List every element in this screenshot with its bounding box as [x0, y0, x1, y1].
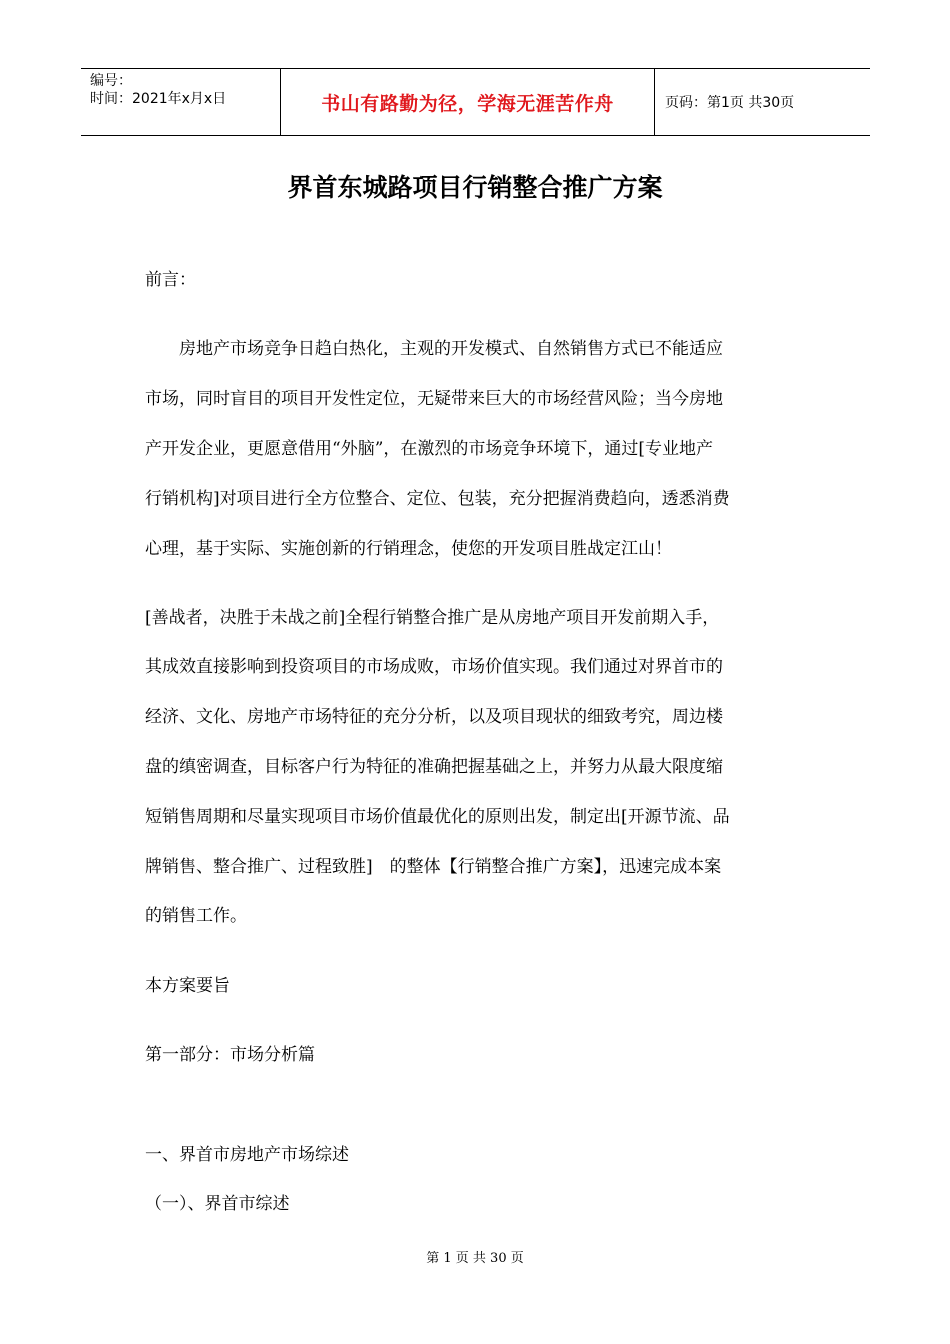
header-code-label: 编号：: [90, 73, 132, 89]
page-header-table: [81, 68, 870, 136]
paragraph-2-line-3: 经济、文化、房地产市场特征的充分分析，以及项目现状的细致考究，周边楼: [145, 707, 723, 727]
paragraph-2-line-2: 其成效直接影响到投资项目的市场成败，市场价值实现。我们通过对界首市的: [145, 657, 723, 677]
header-motto: 书山有路勤为径，学海无涯苦作舟: [321, 92, 614, 115]
header-motto-cell: [281, 69, 655, 135]
subsection-1-heading: （一）、界首市综述: [145, 1194, 290, 1214]
paragraph-1-line-1: 房地产市场竞争日趋白热化，主观的开发模式、自然销售方式已不能适应: [145, 339, 723, 359]
paragraph-2-line-7: 的销售工作。: [145, 906, 247, 926]
section-1-heading: 一、界首市房地产市场综述: [145, 1145, 349, 1165]
document-title: 界首东城路项目行销整合推广方案: [287, 173, 663, 202]
paragraph-2-line-4: 盘的缜密调查，目标客户行为特征的准确把握基础之上，并努力从最大限度缩: [145, 757, 723, 777]
page-footer-number: 第 1 页 共 30 页: [426, 1251, 524, 1266]
part-1-heading: 第一部分：市场分析篇: [145, 1045, 315, 1065]
header-pager-cell: [655, 69, 870, 135]
paragraph-2-line-5: 短销售周期和尽量实现项目市场价值最优化的原则出发，制定出[开源节流、品: [145, 807, 730, 827]
paragraph-1-line-5: 心理，基于实际、实施创新的行销理念，使您的开发项目胜战定江山！: [145, 539, 672, 559]
paragraph-2-line-6: 牌销售、整合推广、过程致胜] 的整体【行销整合推广方案】，迅速完成本案: [145, 857, 722, 877]
header-time-label: 时间：2021年x月x日: [90, 91, 227, 107]
header-page-number: 页码：第1页 共30页: [665, 95, 795, 111]
paragraph-1-line-4: 行销机构]对项目进行全方位整合、定位、包装，充分把握消费趋向，透悉消费: [145, 489, 730, 509]
paragraph-2-line-1: [善战者，决胜于未战之前]全程行销整合推广是从房地产项目开发前期入手，: [145, 608, 720, 628]
preface-label: 前言：: [145, 270, 196, 290]
summary-heading: 本方案要旨: [145, 976, 230, 996]
header-info-cell: [81, 69, 281, 135]
paragraph-1-line-2: 市场，同时盲目的项目开发性定位，无疑带来巨大的市场经营风险；当今房地: [145, 389, 723, 409]
paragraph-1-line-3: 产开发企业，更愿意借用“外脑”，在激烈的市场竞争环境下，通过[专业地产: [145, 439, 714, 459]
